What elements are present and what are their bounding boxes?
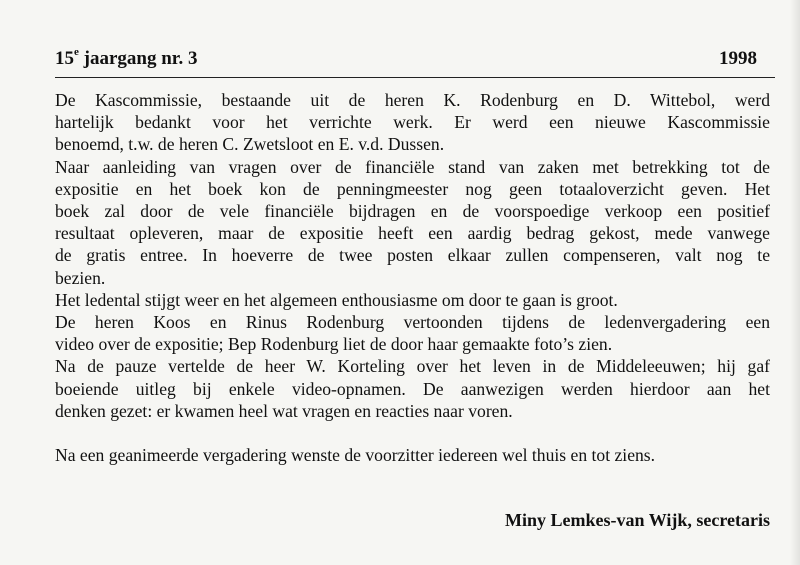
text-line: De Kascommissie, bestaande uit de heren K. Rodenburg en D. Wittebol, werd (55, 90, 770, 110)
text-line: de gratis entree. In hoeverre de twee posten elkaar zullen compenseren, valt nog te (55, 245, 770, 266)
text-line: denken gezet: er kwamen heel wat vragen en reacties naar voren. (55, 400, 513, 421)
paragraph-kascommissie (55, 89, 770, 156)
paragraph-afsluiting (55, 444, 770, 466)
page-edge-shadow (790, 0, 800, 565)
text-line: boek zal door de vele financiële bijdragen en de voorspoedige verkoop een positief (55, 201, 770, 222)
text-line: video over de expositie; Bep Rodenburg liet de door haar gemaakte foto’s zien. (55, 334, 613, 355)
text-line: benoemd, t.w. de heren C. Zwetsloot en E. v.d. Dussen. (55, 134, 445, 155)
text-line: De heren Koos en Rinus Rodenburg vertoonden tijdens de ledenvergadering een (55, 312, 770, 333)
text-line: Het ledental stijgt weer en het algemeen enthousiasme om door te gaan is groot. (55, 289, 618, 310)
signature: Miny Lemkes-van Wijk, secretaris (505, 510, 770, 530)
page-header (55, 48, 765, 74)
text-line: Na een geanimeerde vergadering wenste de voorzitter iedereen wel thuis en tot ziens. (55, 445, 656, 466)
text-line: bezien. (55, 267, 106, 288)
text-line: resultaat opleveren, maar de expositie heeft een aardig bedrag gekost, mede vanwege (55, 223, 770, 244)
header-rule (55, 77, 775, 78)
text-line: expositie en het boek kon de penningmeester nog geen totaaloverzicht geven. Het (55, 178, 770, 199)
body-text (55, 89, 770, 466)
text-line: boeiende uitleg bij enkele video-opnamen. De aanwezigen werden hierdoor aan het (55, 378, 770, 399)
text-line: Na de pauze vertelde de heer W. Korteling over het leven in de Middeleeuwen; hij gaf (55, 356, 770, 377)
paragraph-ledental (55, 289, 770, 311)
paragraph-pauze (55, 355, 770, 422)
paragraph-spacer (55, 422, 770, 444)
text-line: hartelijk bedankt voor het verrichte werk. Er werd een nieuwe Kascommissie (55, 112, 770, 133)
paragraph-video (55, 311, 770, 355)
issue-label: 15e jaargang nr. 3 (55, 46, 198, 69)
paragraph-financien (55, 156, 770, 289)
text-line: Naar aanleiding van vragen over de financiële stand van zaken met betrekking tot de (55, 156, 770, 177)
year-label: 1998 (719, 48, 757, 69)
